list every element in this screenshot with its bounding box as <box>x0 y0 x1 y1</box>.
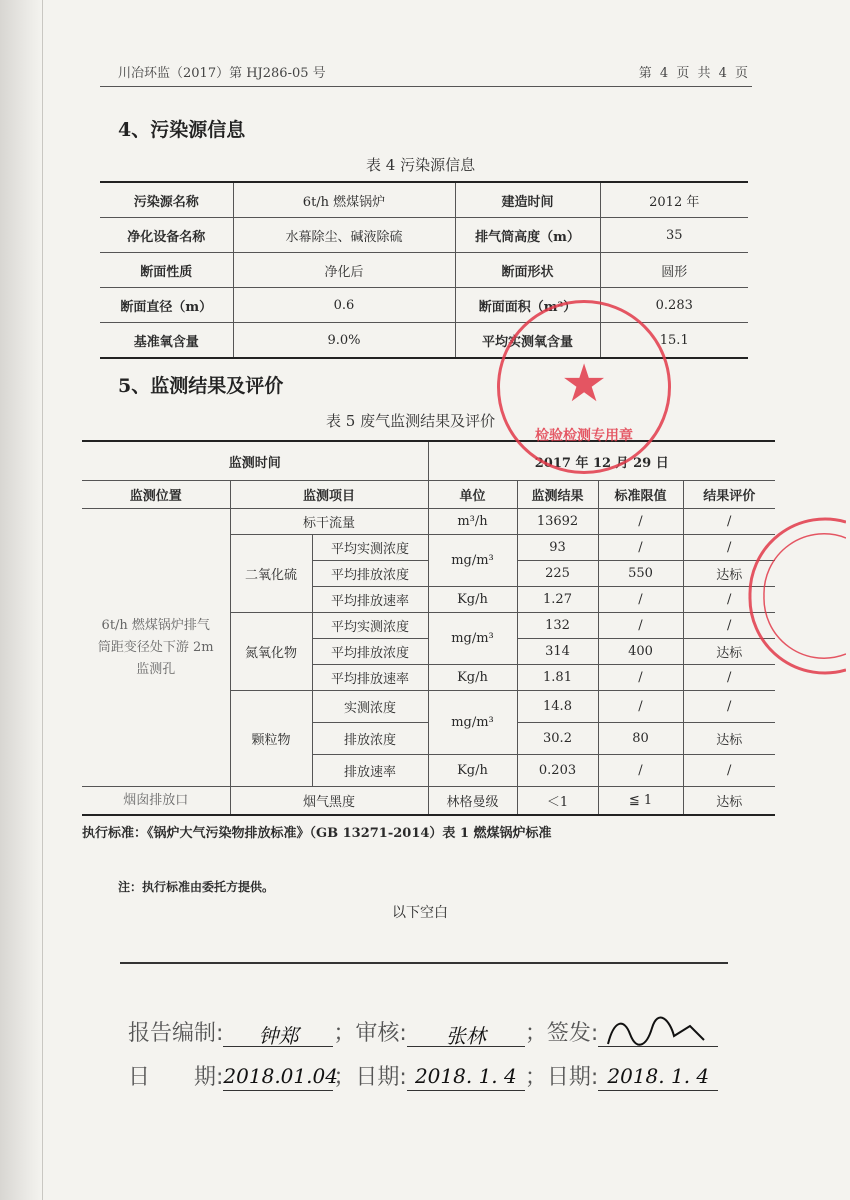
evaluation-cell: 达标 <box>683 639 775 665</box>
field-value: 圆形 <box>600 253 748 288</box>
field-label: 排气筒高度（m） <box>455 218 600 253</box>
result-cell: 225 <box>517 561 598 587</box>
unit-cell: Kg/h <box>428 755 517 787</box>
limit-cell: / <box>598 691 683 723</box>
evaluation-cell: 达标 <box>683 723 775 755</box>
monitoring-time-row <box>82 441 775 481</box>
star-icon: ★ <box>560 354 608 414</box>
evaluation-cell: / <box>683 665 775 691</box>
field-value: 9.0% <box>233 323 455 359</box>
limit-cell: 550 <box>598 561 683 587</box>
field-label: 平均实测氧含量 <box>455 323 600 359</box>
field-value: 0.6 <box>233 288 455 323</box>
date-label: ；日期: <box>524 1065 599 1090</box>
result-cell: 14.8 <box>517 691 598 723</box>
result-cell: 1.81 <box>517 665 598 691</box>
evaluation-cell: 达标 <box>683 787 775 816</box>
field-label: 断面形状 <box>455 253 600 288</box>
result-cell: 13692 <box>517 509 598 535</box>
evaluation-cell: / <box>683 691 775 723</box>
monitoring-location: 烟囱排放口 <box>82 787 230 816</box>
item-cell: 实测浓度 <box>312 691 428 723</box>
note: 注：执行标准由委托方提供。 <box>118 880 275 894</box>
compile-date: 2018.01.04 <box>223 1064 333 1091</box>
date-label: ；日期: <box>333 1065 407 1090</box>
header-item: 监测项目 <box>230 481 428 509</box>
official-seal <box>497 300 671 474</box>
unit-cell: mg/m³ <box>428 535 517 587</box>
table-row <box>82 787 775 816</box>
result-cell: 30.2 <box>517 723 598 755</box>
field-value: 0.283 <box>600 288 748 323</box>
section-5-title: 5、监测结果及评价 <box>118 375 284 397</box>
result-cell: 314 <box>517 639 598 665</box>
unit-cell: Kg/h <box>428 665 517 691</box>
header-result: 监测结果 <box>517 481 598 509</box>
field-value: 15.1 <box>600 323 748 359</box>
result-cell: 1.27 <box>517 587 598 613</box>
evaluation-cell: / <box>683 509 775 535</box>
binding-edge <box>0 0 43 1200</box>
limit-cell: / <box>598 535 683 561</box>
field-label: 污染源名称 <box>100 182 233 218</box>
result-cell: 132 <box>517 613 598 639</box>
unit-cell: mg/m³ <box>428 613 517 665</box>
unit-cell: m³/h <box>428 509 517 535</box>
evaluation-cell: / <box>683 535 775 561</box>
blank-below: 以下空白 <box>392 905 448 921</box>
pollutant-name: 颗粒物 <box>230 691 312 787</box>
unit-cell: Kg/h <box>428 587 517 613</box>
table-row <box>100 218 748 253</box>
review-signature: 张林 <box>407 1020 525 1047</box>
unit-cell: mg/m³ <box>428 691 517 755</box>
issue-signature-scribble <box>600 1014 710 1050</box>
item-cell: 平均排放速率 <box>312 587 428 613</box>
limit-cell: / <box>598 755 683 787</box>
limit-cell: ≦ 1 <box>598 787 683 816</box>
result-cell: 93 <box>517 535 598 561</box>
header-limit: 标准限值 <box>598 481 683 509</box>
table-row <box>100 182 748 218</box>
evaluation-cell: / <box>683 613 775 639</box>
header-location: 监测位置 <box>82 481 230 509</box>
evaluation-cell: 达标 <box>683 561 775 587</box>
table-row <box>100 288 748 323</box>
pollutant-name: 二氧化硫 <box>230 535 312 613</box>
field-label: 基准氧含量 <box>100 323 233 359</box>
field-value: 净化后 <box>233 253 455 288</box>
table-5-caption: 表 5 废气监测结果及评价 <box>326 412 496 430</box>
signature-divider <box>120 962 728 964</box>
table-4-caption: 表 4 污染源信息 <box>366 156 476 174</box>
unit-cell: 林格曼级 <box>428 787 517 816</box>
compile-signature: 钟郑 <box>223 1020 333 1047</box>
result-cell: 0.203 <box>517 755 598 787</box>
item-cell: 排放速率 <box>312 755 428 787</box>
field-label: 建造时间 <box>455 182 600 218</box>
limit-cell: / <box>598 509 683 535</box>
applied-standard: 执行标准：《锅炉大气污染物排放标准》（GB 13271-2014）表 1 燃煤锅炉标准 <box>82 826 552 841</box>
issue-label: ；签发: <box>524 1021 599 1046</box>
header-evaluation: 结果评价 <box>683 481 775 509</box>
result-cell: ＜1 <box>517 787 598 816</box>
pollutant-name: 氮氧化物 <box>230 613 312 691</box>
limit-cell: / <box>598 665 683 691</box>
item-cell: 平均排放浓度 <box>312 561 428 587</box>
field-value: 35 <box>600 218 748 253</box>
table-row <box>82 509 775 535</box>
header-unit: 单位 <box>428 481 517 509</box>
item-cell: 平均排放速率 <box>312 665 428 691</box>
limit-cell: / <box>598 613 683 639</box>
page-number: 第 4 页 共 4 页 <box>638 66 750 81</box>
monitoring-time-value: 2017 年 12 月 29 日 <box>428 441 775 481</box>
review-label: ；审核: <box>333 1021 407 1046</box>
limit-cell: 400 <box>598 639 683 665</box>
item-cell: 平均排放浓度 <box>312 639 428 665</box>
field-value: 6t/h 燃煤锅炉 <box>233 182 455 218</box>
section-4-title: 4、污染源信息 <box>118 119 246 141</box>
signoff-row-2 <box>128 1060 718 1091</box>
monitoring-time-label: 监测时间 <box>82 441 428 481</box>
monitoring-results-table <box>82 440 775 816</box>
evaluation-cell: / <box>683 755 775 787</box>
item-cell: 平均实测浓度 <box>312 613 428 639</box>
field-value: 水幕除尘、碱液除硫 <box>233 218 455 253</box>
seal-lettering: 检验检测专用章 <box>535 428 633 444</box>
field-value: 2012 年 <box>600 182 748 218</box>
field-label: 净化设备名称 <box>100 218 233 253</box>
field-label: 断面直径（m） <box>100 288 233 323</box>
header-divider <box>100 86 752 87</box>
review-date: 2018. 1. 4 <box>407 1064 525 1091</box>
evaluation-cell: / <box>683 587 775 613</box>
official-seal-partial <box>746 516 846 676</box>
limit-cell: / <box>598 587 683 613</box>
compile-label: 报告编制: <box>128 1021 224 1046</box>
table-row <box>100 253 748 288</box>
document-number: 川冶环监（2017）第 HJ286-05 号 <box>118 66 326 81</box>
date-label: 日 期: <box>128 1065 224 1090</box>
issue-date: 2018. 1. 4 <box>598 1064 718 1091</box>
field-label: 断面性质 <box>100 253 233 288</box>
limit-cell: 80 <box>598 723 683 755</box>
item-cell: 平均实测浓度 <box>312 535 428 561</box>
item-cell: 烟气黑度 <box>230 787 428 816</box>
item-cell: 标干流量 <box>230 509 428 535</box>
table-header-row <box>82 481 775 509</box>
monitoring-location: 6t/h 燃煤锅炉排气筒距变径处下游 2m 监测孔 <box>82 509 230 787</box>
item-cell: 排放浓度 <box>312 723 428 755</box>
field-label: 断面面积（m²） <box>455 288 600 323</box>
